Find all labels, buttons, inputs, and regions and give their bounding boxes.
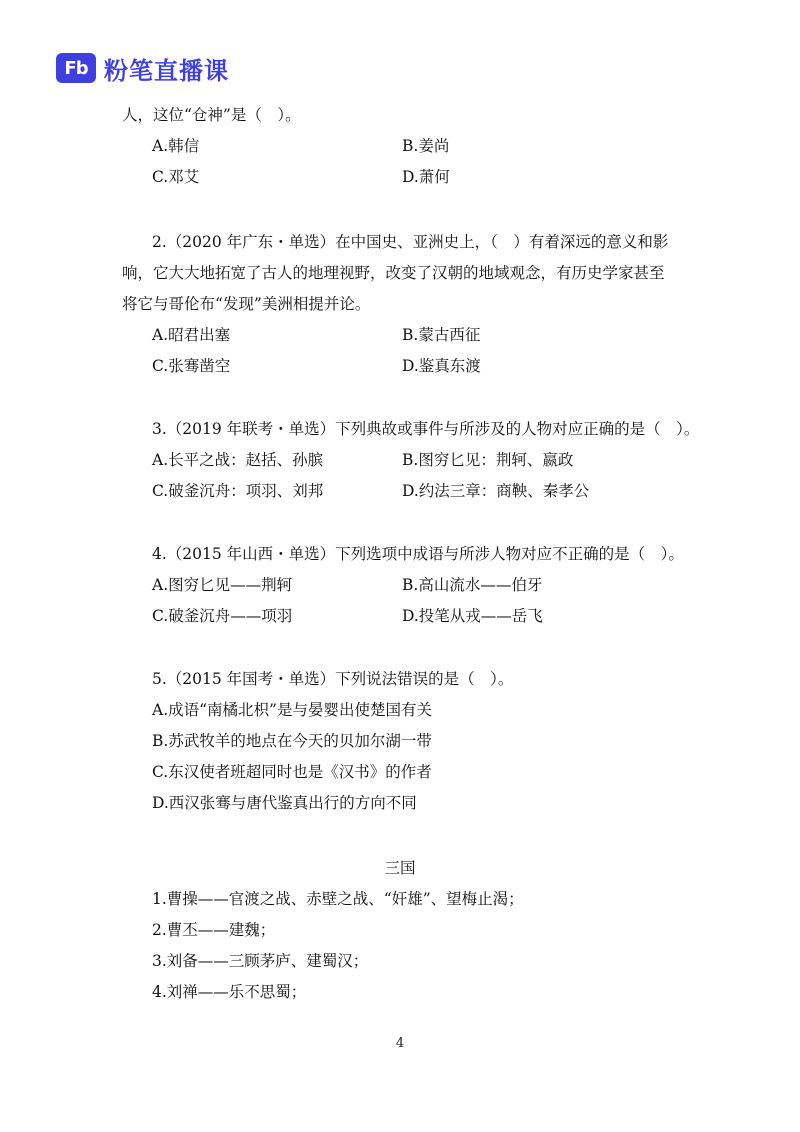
q3-option-b: B.图穷匕见：荆轲、嬴政: [402, 451, 574, 469]
section-item-2: 2.曹丕——建魏；: [152, 921, 276, 939]
q5-option-c: C.东汉使者班超同时也是《汉书》的作者: [152, 763, 432, 781]
q4-option-d: D.投笔从戎——岳飞: [402, 607, 543, 625]
section-item-1: 1.曹操——官渡之战、赤壁之战、“奸雄”、望梅止渴；: [152, 890, 524, 908]
q1-option-b: B.姜尚: [402, 137, 450, 155]
q3-option-c: C.破釜沉舟：项羽、刘邦: [152, 482, 324, 500]
logo-text: 粉笔直播课: [104, 56, 229, 85]
q4-stem: 4.（2015 年山西・单选）下列选项中成语与所涉人物对应不正确的是（ ）。: [152, 545, 684, 563]
q5-stem: 5.（2015 年国考・单选）下列说法错误的是（ ）。: [152, 670, 514, 688]
q3-option-d: D.约法三章：商鞅、秦孝公: [402, 482, 590, 500]
q5-option-d: D.西汉张骞与唐代鉴真出行的方向不同: [152, 794, 417, 812]
q4-option-a: A.图穷匕见——荆轲: [152, 576, 293, 594]
section-item-3: 3.刘备——三顾茅庐、建蜀汉；: [152, 952, 369, 970]
q2-option-c: C.张骞凿空: [152, 357, 231, 375]
q2-stem-line-1: 2.（2020 年广东・单选）在中国史、亚洲史上，（ ）有着深远的意义和影: [152, 233, 669, 251]
section-title: 三国: [384, 859, 416, 877]
logo: [56, 50, 229, 86]
q5-option-b: B.苏武牧羊的地点在今天的贝加尔湖一带: [152, 732, 432, 750]
page-number: 4: [395, 1036, 405, 1051]
q3-stem: 3.（2019 年联考・单选）下列典故或事件与所涉及的人物对应正确的是（ ）。: [152, 420, 700, 438]
section-item-4: 4.刘禅——乐不思蜀；: [152, 983, 307, 1001]
logo-mark-icon: Fb: [56, 53, 96, 83]
q1-option-c: C.邓艾: [152, 168, 200, 186]
q1-option-a: A.韩信: [152, 137, 200, 155]
q2-option-d: D.鉴真东渡: [402, 357, 481, 375]
q4-option-c: C.破釜沉舟——项羽: [152, 607, 293, 625]
q2-stem-line-3: 将它与哥伦布“发现”美洲相提并论。: [122, 295, 371, 313]
q2-option-a: A.昭君出塞: [152, 326, 231, 344]
q1-stem: 人，这位“仓神”是（ ）。: [122, 106, 301, 124]
q3-option-a: A.长平之战：赵括、孙膑: [152, 451, 324, 469]
q5-option-a: A.成语“南橘北枳”是与晏婴出使楚国有关: [152, 701, 432, 719]
q4-option-b: B.高山流水——伯牙: [402, 576, 543, 594]
q2-option-b: B.蒙古西征: [402, 326, 481, 344]
q2-stem-line-2: 响，它大大地拓宽了古人的地理视野，改变了汉朝的地域观念，有历史学家甚至: [122, 264, 665, 282]
q1-option-d: D.萧何: [402, 168, 450, 186]
